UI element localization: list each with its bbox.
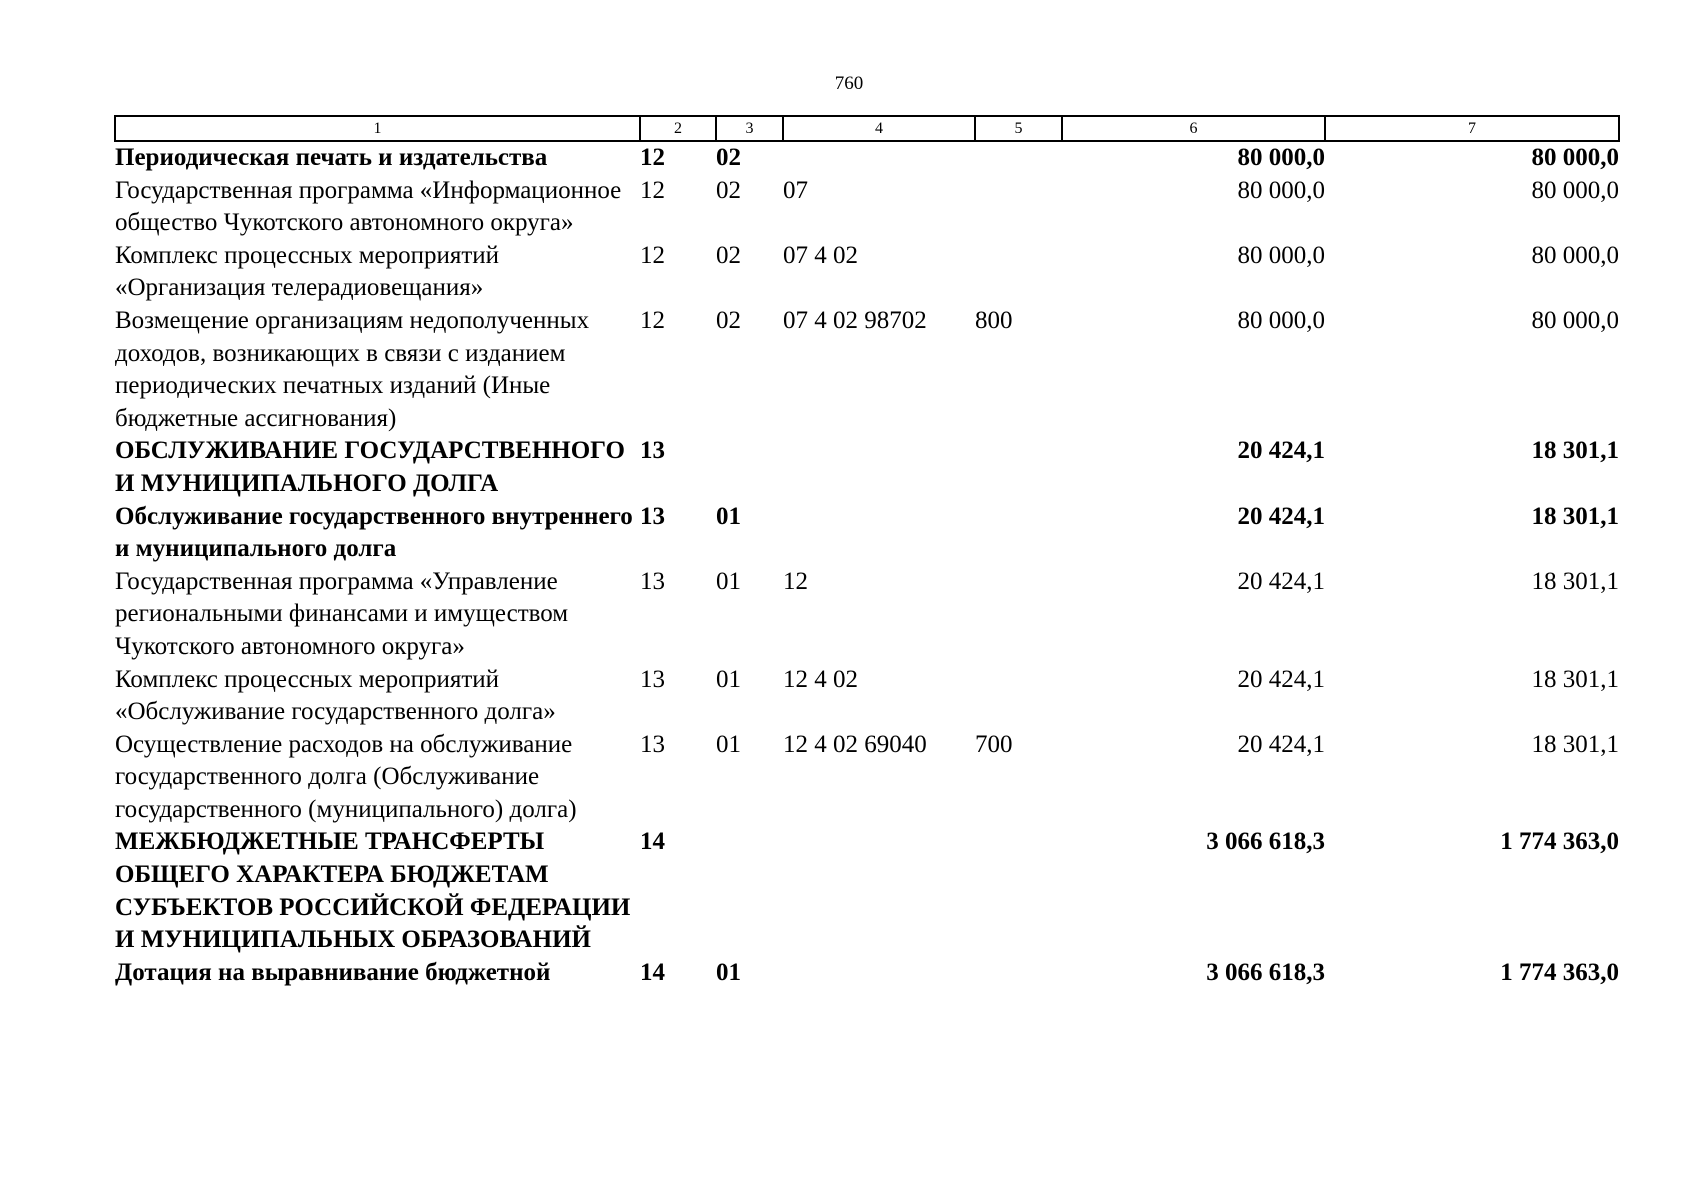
page-number: 760 (834, 73, 864, 94)
row-amount-year-1: 20 424,1 (1237, 437, 1325, 465)
row-expense-type-code (975, 501, 1062, 566)
row-subsection-code: 02 (716, 144, 741, 171)
row-section-code: 13 (640, 437, 665, 465)
row-amount-year-2: 80 000,0 (1531, 241, 1619, 269)
table-row (115, 729, 1619, 827)
row-target-article-code (783, 957, 975, 990)
row-expense-type-code (975, 141, 1062, 175)
row-subsection-code: 02 (716, 176, 741, 204)
row-amount-year-2: 18 301,1 (1531, 502, 1619, 530)
row-amount-year-2: 18 301,1 (1531, 567, 1619, 595)
table-row (115, 826, 1619, 956)
row-amount-year-1: 80 000,0 (1237, 306, 1325, 334)
row-name: Дотация на выравнивание бюджетной (115, 958, 551, 986)
row-section-code: 12 (640, 176, 665, 204)
header-col-5: 5 (975, 116, 1062, 141)
row-target-article-code: 12 (783, 567, 808, 595)
row-amount-year-2: 18 301,1 (1531, 665, 1619, 693)
row-subsection-code: 02 (716, 306, 741, 334)
row-expense-type-code (975, 826, 1062, 956)
row-amount-year-2: 1 774 363,0 (1500, 828, 1619, 856)
row-name: Государственная программа «Управление региональными финансами и имуществом Чукотского автономного округа» (115, 567, 569, 660)
table-row (115, 664, 1619, 729)
table-row (115, 305, 1619, 435)
row-amount-year-1: 80 000,0 (1237, 241, 1325, 269)
row-section-code: 12 (640, 241, 665, 269)
row-amount-year-1: 20 424,1 (1237, 502, 1325, 530)
table-row (115, 175, 1619, 240)
header-col-4: 4 (783, 116, 975, 141)
row-expense-type-code (975, 566, 1062, 664)
row-name: Обслуживание государственного внутреннего и муниципального долга (115, 502, 633, 563)
row-target-article-code: 07 4 02 98702 (783, 306, 927, 334)
row-name: Возмещение организациям недополученных доходов, возникающих в связи с изданием периодических печатных изданий (Иные бюджетные ассигнования) (115, 306, 590, 432)
row-subsection-code (716, 826, 783, 956)
row-subsection-code: 01 (716, 730, 741, 758)
table-row (115, 435, 1619, 500)
row-target-article-code (783, 141, 975, 175)
row-name: МЕЖБЮДЖЕТНЫЕ ТРАНСФЕРТЫ ОБЩЕГО ХАРАКТЕРА БЮДЖЕТАМ СУБЪЕКТОВ РОССИЙСКОЙ ФЕДЕРАЦИИ И МУНИЦИПАЛЬНЫХ ОБРАЗОВАНИЙ (115, 828, 631, 954)
row-name: Комплекс процессных мероприятий «Организация телерадиовещания» (115, 241, 500, 302)
row-section-code: 13 (640, 730, 665, 758)
row-subsection-code: 01 (716, 567, 741, 595)
row-target-article-code: 07 (783, 176, 808, 204)
header-col-7: 7 (1325, 116, 1619, 141)
table-row (115, 566, 1619, 664)
row-subsection-code: 01 (716, 958, 741, 986)
row-amount-year-1: 20 424,1 (1237, 730, 1325, 758)
column-number-header (115, 116, 1619, 141)
row-name: Комплекс процессных мероприятий «Обслуживание государственного долга» (115, 665, 556, 726)
row-amount-year-2: 80 000,0 (1531, 306, 1619, 334)
row-expense-type-code (975, 957, 1062, 990)
row-section-code: 13 (640, 567, 665, 595)
row-target-article-code: 12 4 02 (783, 665, 858, 693)
row-expense-type-code (975, 664, 1062, 729)
row-amount-year-1: 80 000,0 (1237, 176, 1325, 204)
row-subsection-code: 02 (716, 241, 741, 269)
row-section-code: 14 (640, 958, 665, 986)
row-amount-year-1: 20 424,1 (1237, 567, 1325, 595)
table-row (115, 501, 1619, 566)
table-row (115, 957, 1619, 990)
table-row (115, 240, 1619, 305)
budget-table (114, 115, 1620, 989)
row-name: Осуществление расходов на обслуживание государственного долга (Обслуживание государственного (муниципального) долга) (115, 730, 577, 823)
row-target-article-code (783, 501, 975, 566)
row-amount-year-2: 1 774 363,0 (1500, 958, 1619, 986)
row-amount-year-2: 18 301,1 (1531, 730, 1619, 758)
row-expense-type-code: 700 (975, 730, 1013, 758)
row-amount-year-2: 80 000,0 (1531, 144, 1619, 171)
row-amount-year-1: 80 000,0 (1237, 144, 1325, 171)
row-amount-year-1: 3 066 618,3 (1206, 828, 1325, 856)
row-subsection-code: 01 (716, 502, 741, 530)
row-name: Периодическая печать и издательства (115, 144, 548, 171)
header-col-3: 3 (716, 116, 783, 141)
row-expense-type-code (975, 435, 1062, 500)
row-section-code: 13 (640, 502, 665, 530)
row-amount-year-2: 18 301,1 (1531, 437, 1619, 465)
row-target-article-code (783, 826, 975, 956)
row-subsection-code: 01 (716, 665, 741, 693)
header-col-1: 1 (115, 116, 640, 141)
row-name: Государственная программа «Информационное общество Чукотского автономного округа» (115, 176, 622, 237)
row-section-code: 12 (640, 306, 665, 334)
row-amount-year-2: 80 000,0 (1531, 176, 1619, 204)
table-row (115, 141, 1619, 175)
row-amount-year-1: 3 066 618,3 (1206, 958, 1325, 986)
row-amount-year-1: 20 424,1 (1237, 665, 1325, 693)
table-body (115, 141, 1619, 989)
row-target-article-code: 12 4 02 69040 (783, 730, 927, 758)
row-section-code: 14 (640, 828, 665, 856)
header-col-2: 2 (640, 116, 716, 141)
row-expense-type-code (975, 175, 1062, 240)
row-name: ОБСЛУЖИВАНИЕ ГОСУДАРСТВЕННОГО И МУНИЦИПАЛЬНОГО ДОЛГА (115, 437, 625, 497)
row-expense-type-code: 800 (975, 306, 1013, 334)
row-target-article-code: 07 4 02 (783, 241, 858, 269)
row-target-article-code (783, 435, 975, 500)
row-section-code: 13 (640, 665, 665, 693)
header-col-6: 6 (1062, 116, 1325, 141)
row-expense-type-code (975, 240, 1062, 305)
row-subsection-code (716, 435, 783, 500)
row-section-code: 12 (640, 144, 665, 171)
